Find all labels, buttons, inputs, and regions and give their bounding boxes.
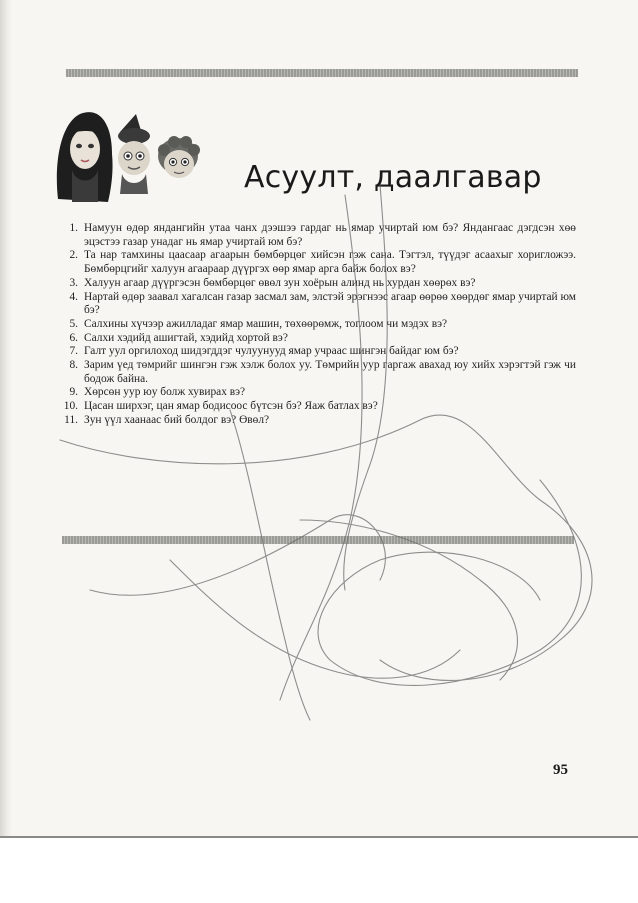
question-text: Салхи хэдийд ашигтай, хэдийд хортой вэ? [84, 331, 288, 344]
question-text: Галт уул оргилоход шидэгддэг чулуунууд ямар учраас шингэн байдаг юм бэ? [84, 345, 459, 358]
question-item [56, 359, 576, 386]
question-item [56, 414, 576, 428]
bottom-divider-bar [62, 536, 574, 544]
question-item [56, 345, 576, 359]
question-item [56, 222, 576, 249]
question-text: Намуун өдөр яндангийн утаа чанх дээшээ гардаг нь ямар учиртай юм бэ? Яндангаас дэгдсэн хөө эцэстээ газар унадаг нь ямар учиртай юм бэ? [84, 222, 576, 248]
question-item [56, 249, 576, 276]
question-text: Салхины хүчээр ажилладаг ямар машин, төхөөрөмж, тоглоом чи мэдэх вэ? [84, 317, 448, 330]
question-number: 5. [69, 317, 78, 330]
question-number: 8. [69, 359, 78, 372]
question-list [56, 222, 576, 428]
question-item [56, 291, 576, 318]
question-text: Халуун агаар дүүргэсэн бөмбөрцөг өвөл зун хоёрын алинд нь хурдан хөөрөх вэ? [84, 276, 476, 289]
question-number: 6. [69, 331, 78, 344]
question-text: Зарим үед төмрийг шингэн гэж хэлж болох уу. Төмрийн уур гаргаж авахад юу хийх хэрэгтэй гэж чи бодож байна. [84, 359, 576, 385]
question-item [56, 277, 576, 291]
page-spine-shadow [0, 0, 12, 903]
question-text: Зун үүл хаанаас бий болдог вэ? Өвөл? [84, 413, 270, 426]
question-number: 9. [69, 386, 78, 399]
question-number: 4. [69, 290, 78, 303]
scan-margin [0, 838, 638, 903]
cartoon-children-faces-icon [50, 104, 250, 204]
question-item [56, 386, 576, 400]
question-number: 7. [69, 345, 78, 358]
question-number: 11. [64, 413, 78, 426]
question-item [56, 400, 576, 414]
question-text: Нартай өдөр заавал хагалсан газар засмал зам, элстэй эрэгнээс агаар өөрөө хөөрдөг ямар учиртай юм бэ? [84, 290, 577, 317]
question-text: Цасан ширхэг, цан ямар бодисоос бүтсэн бэ? Яаж батлах вэ? [84, 400, 378, 413]
question-text: Хөрсөн уур юу болж хувирах вэ? [84, 386, 246, 399]
question-number: 3. [69, 276, 78, 289]
question-text: Та нар тамхины цаасаар агаарын бөмбөрцөг хийсэн гэж сана. Тэгтэл, түүдэг асаахыг хоригложээ. Бөмбөрцгийг халуун агаараар дүүргэх өөр ямар арга байж болох вэ? [84, 249, 576, 276]
question-number: 2. [69, 249, 78, 262]
question-item [56, 318, 576, 332]
page-number: 95 [553, 762, 568, 778]
question-number: 1. [69, 222, 78, 234]
question-item [56, 332, 576, 346]
top-divider-bar [66, 69, 578, 77]
question-number: 10. [63, 400, 78, 413]
section-title: Асуулт, даалгавар [244, 160, 542, 195]
